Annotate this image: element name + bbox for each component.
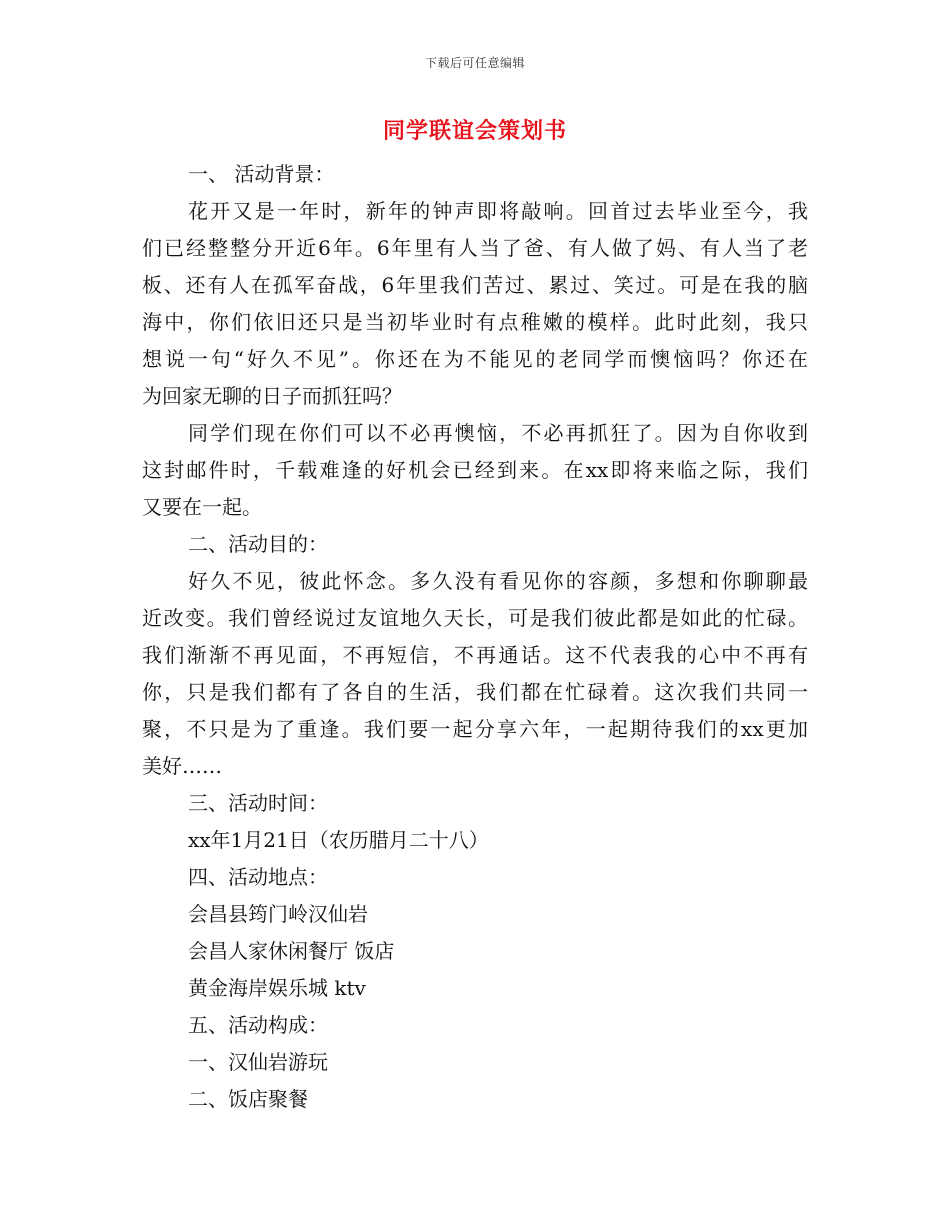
paragraph-line: 想说一句“好久不见”。你还在为不能见的老同学而懊恼吗？你还在 [142, 347, 808, 371]
paragraph-line: 花开又是一年时，新年的钟声即将敲响。回首过去毕业至今，我 [188, 199, 808, 223]
paragraph-line: 这封邮件时，千载难逢的好机会已经到来。在xx即将来临之际，我们 [142, 458, 808, 482]
paragraph-line: 美好…… [142, 754, 222, 778]
header-note: 下载后可任意编辑 [424, 56, 525, 70]
paragraph-line: 你，只是我们都有了各自的生活，我们都在忙碌着。这次我们共同一 [142, 680, 808, 704]
location-item: 黄金海岸娱乐城 ktv [188, 976, 366, 1000]
location-item: 会昌人家休闲餐厅 饭店 [188, 939, 395, 963]
paragraph-line: 好久不见，彼此怀念。多久没有看见你的容颜，多想和你聊聊最 [188, 569, 808, 593]
composition-item: 二、饭店聚餐 [188, 1087, 308, 1111]
location-item: 会昌县筠门岭汉仙岩 [188, 902, 368, 926]
paragraph-line: 我们渐渐不再见面，不再短信，不再通话。这不代表我的心中不再有 [142, 643, 808, 667]
paragraph-line: 板、还有人在孤军奋战，6年里我们苦过、累过、笑过。可是在我的脑 [142, 273, 808, 297]
paragraph-line: 海中，你们依旧还只是当初毕业时有点稚嫩的模样。此时此刻，我只 [142, 310, 808, 334]
document-body [142, 156, 808, 1118]
composition-item: 一、汉仙岩游玩 [188, 1050, 328, 1074]
paragraph-line: 又要在一起。 [142, 495, 262, 519]
section-heading-purpose: 二、活动目的： [188, 532, 328, 556]
section-heading-composition: 五、活动构成： [188, 1013, 328, 1037]
paragraph-line: 近改变。我们曾经说过友谊地久天长，可是我们彼此都是如此的忙碌。 [142, 606, 808, 630]
paragraph-line: 聚，不只是为了重逢。我们要一起分享六年，一起期待我们的xx更加 [142, 717, 808, 741]
section-heading-background: 一、 活动背景： [188, 162, 335, 186]
paragraph-line: 同学们现在你们可以不必再懊恼，不必再抓狂了。因为自你收到 [188, 421, 808, 445]
event-date: xx年1月21日（农历腊月二十八） [188, 828, 489, 852]
document-title: 同学联谊会策划书 [382, 118, 567, 144]
paragraph-line: 们已经整整分开近6年。6年里有人当了爸、有人做了妈、有人当了老 [142, 236, 808, 260]
section-heading-location: 四、活动地点： [188, 865, 328, 889]
paragraph-line: 为回家无聊的日子而抓狂吗？ [142, 384, 402, 408]
section-heading-time: 三、活动时间： [188, 791, 328, 815]
